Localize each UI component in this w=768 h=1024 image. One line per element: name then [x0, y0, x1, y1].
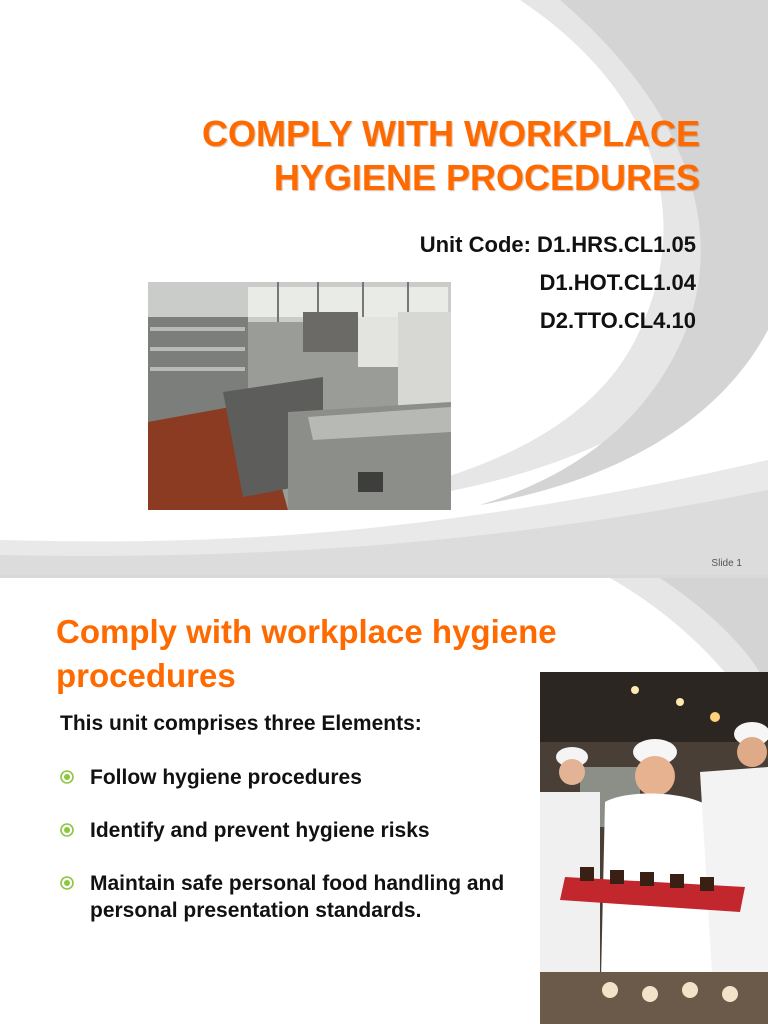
intro-text: This unit comprises three Elements: — [60, 712, 422, 735]
chefs-photo — [540, 672, 768, 1024]
circle-bullet-icon — [60, 770, 74, 784]
unit-code-line: D1.HOT.CL1.04 — [539, 270, 696, 295]
unit-codes — [420, 226, 696, 340]
list-item — [60, 764, 530, 791]
slide-title: COMPLY WITH WORKPLACE HYGIENE PROCEDURES — [201, 113, 700, 198]
bullet-text: Follow hygiene procedures — [90, 766, 362, 789]
bullet-text: Maintain safe personal food handling and personal presentation standards. — [90, 872, 505, 922]
circle-bullet-icon — [60, 876, 74, 890]
slide-number: Slide 1 — [711, 558, 742, 569]
bullet-list — [60, 764, 530, 950]
kitchen-photo — [148, 282, 451, 510]
slide-title: Comply with workplace hygiene procedures — [56, 613, 557, 694]
circle-bullet-icon — [60, 823, 74, 837]
unit-code-line: Unit Code: D1.HRS.CL1.05 — [419, 232, 696, 257]
list-item — [60, 817, 530, 844]
unit-code-line: D2.TTO.CL4.10 — [539, 308, 696, 333]
list-item — [60, 870, 530, 924]
bullet-text: Identify and prevent hygiene risks — [90, 819, 430, 842]
content-slide — [0, 578, 768, 1024]
